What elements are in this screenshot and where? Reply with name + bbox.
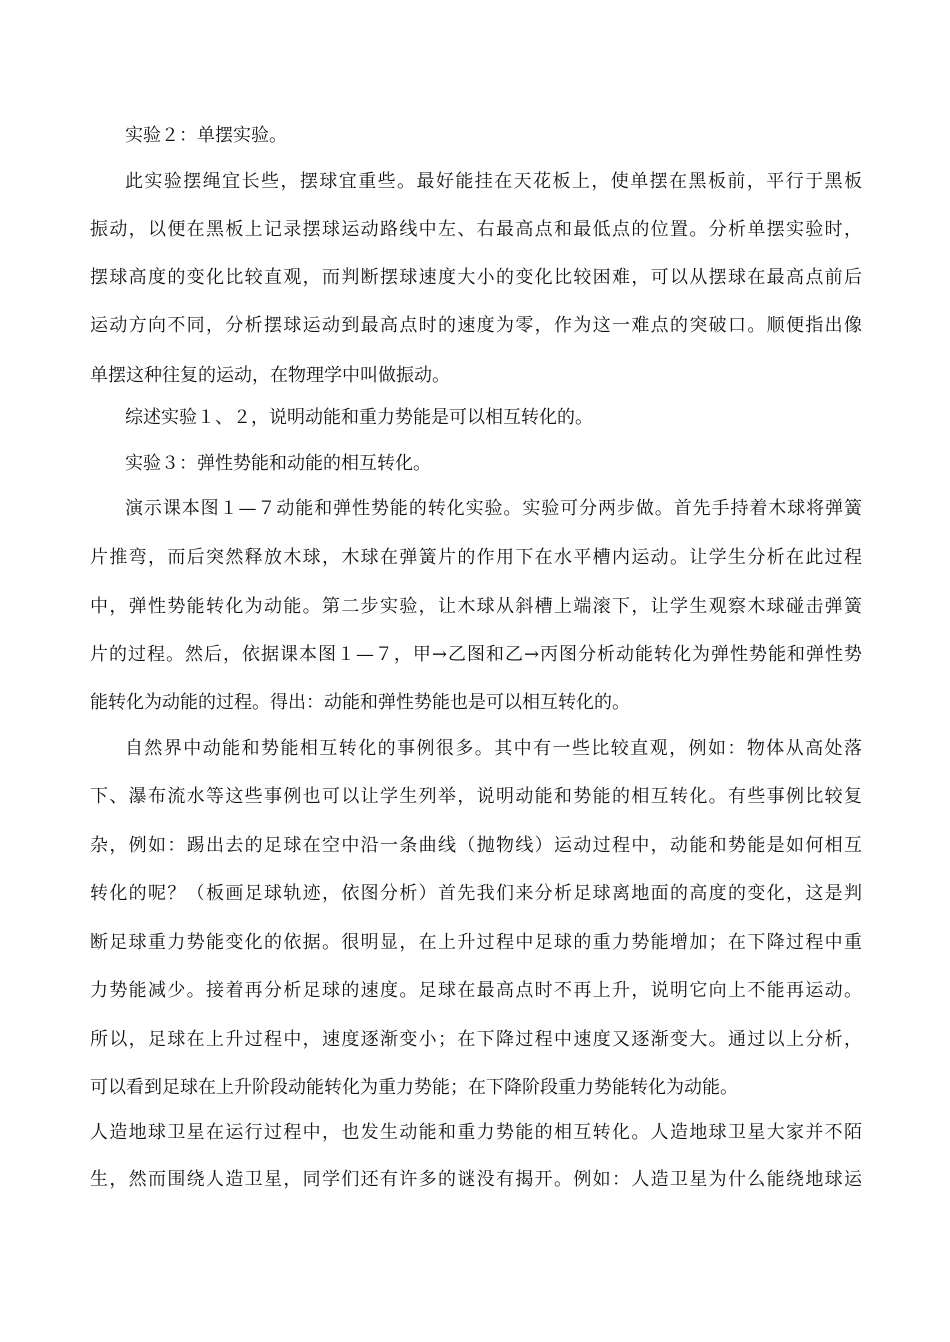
text-line: 振动，以便在黑板上记录摆球运动路线中左、右最高点和最低点的位置。分析单摆实验时，	[90, 219, 862, 240]
text-line: 运动方向不同，分析摆球运动到最高点时的速度为零，作为这一难点的突破口。顺便指出像	[90, 315, 862, 336]
text-line: 所以，足球在上升过程中，速度逐渐变小；在下降过程中速度又逐渐变大。通过以上分析，	[90, 1029, 862, 1050]
text-line: 片的过程。然后，依据课本图１—７，甲→乙图和乙→丙图分析动能转化为弹性势能和弹性势	[90, 644, 862, 665]
text-line: 断足球重力势能变化的依据。很明显，在上升过程中足球的重力势能增加；在下降过程中重	[90, 932, 862, 953]
text-line: 自然界中动能和势能相互转化的事例很多。其中有一些比较直观，例如：物体从高处落	[125, 738, 862, 759]
text-line: 中，弹性势能转化为动能。第二步实验，让木球从斜槽上端滚下，让学生观察木球碰击弹簧	[90, 596, 862, 617]
text-line: 实验３：弹性势能和动能的相互转化。	[125, 453, 431, 474]
text-line: 生，然而围绕人造卫星，同学们还有许多的谜没有揭开。例如：人造卫星为什么能绕地球运	[90, 1169, 862, 1190]
text-line: 综述实验１、２，说明动能和重力势能是可以相互转化的。	[125, 407, 593, 428]
text-line: 此实验摆绳宜长些，摆球宜重些。最好能挂在天花板上，使单摆在黑板前，平行于黑板	[125, 171, 862, 192]
text-line: 能转化为动能的过程。得出：动能和弹性势能也是可以相互转化的。	[90, 692, 630, 713]
text-line: 片推弯，而后突然释放木球，木球在弹簧片的作用下在水平槽内运动。让学生分析在此过程	[90, 547, 862, 568]
text-line: 实验２：单摆实验。	[125, 125, 287, 146]
text-line: 演示课本图１—７动能和弹性势能的转化实验。实验可分两步做。首先手持着木球将弹簧	[125, 498, 862, 519]
text-line: 摆球高度的变化比较直观，而判断摆球速度大小的变化比较困难，可以从摆球在最高点前后	[90, 267, 862, 288]
text-line: 单摆这种往复的运动，在物理学中叫做振动。	[90, 365, 450, 386]
text-line: 可以看到足球在上升阶段动能转化为重力势能；在下降阶段重力势能转化为动能。	[90, 1077, 738, 1098]
text-line: 人造地球卫星在运行过程中，也发生动能和重力势能的相互转化。人造地球卫星大家并不陌	[90, 1122, 862, 1143]
text-line: 杂，例如：踢出去的足球在空中沿一条曲线（抛物线）运动过程中，动能和势能是如何相互	[90, 835, 862, 856]
text-line: 转化的呢？（板画足球轨迹，依图分析）首先我们来分析足球离地面的高度的变化，这是判	[90, 883, 862, 904]
text-line: 下、瀑布流水等这些事例也可以让学生列举，说明动能和势能的相互转化。有些事例比较复	[90, 786, 862, 807]
text-line: 力势能减少。接着再分析足球的速度。足球在最高点时不再上升，说明它向上不能再运动。	[90, 980, 862, 1001]
